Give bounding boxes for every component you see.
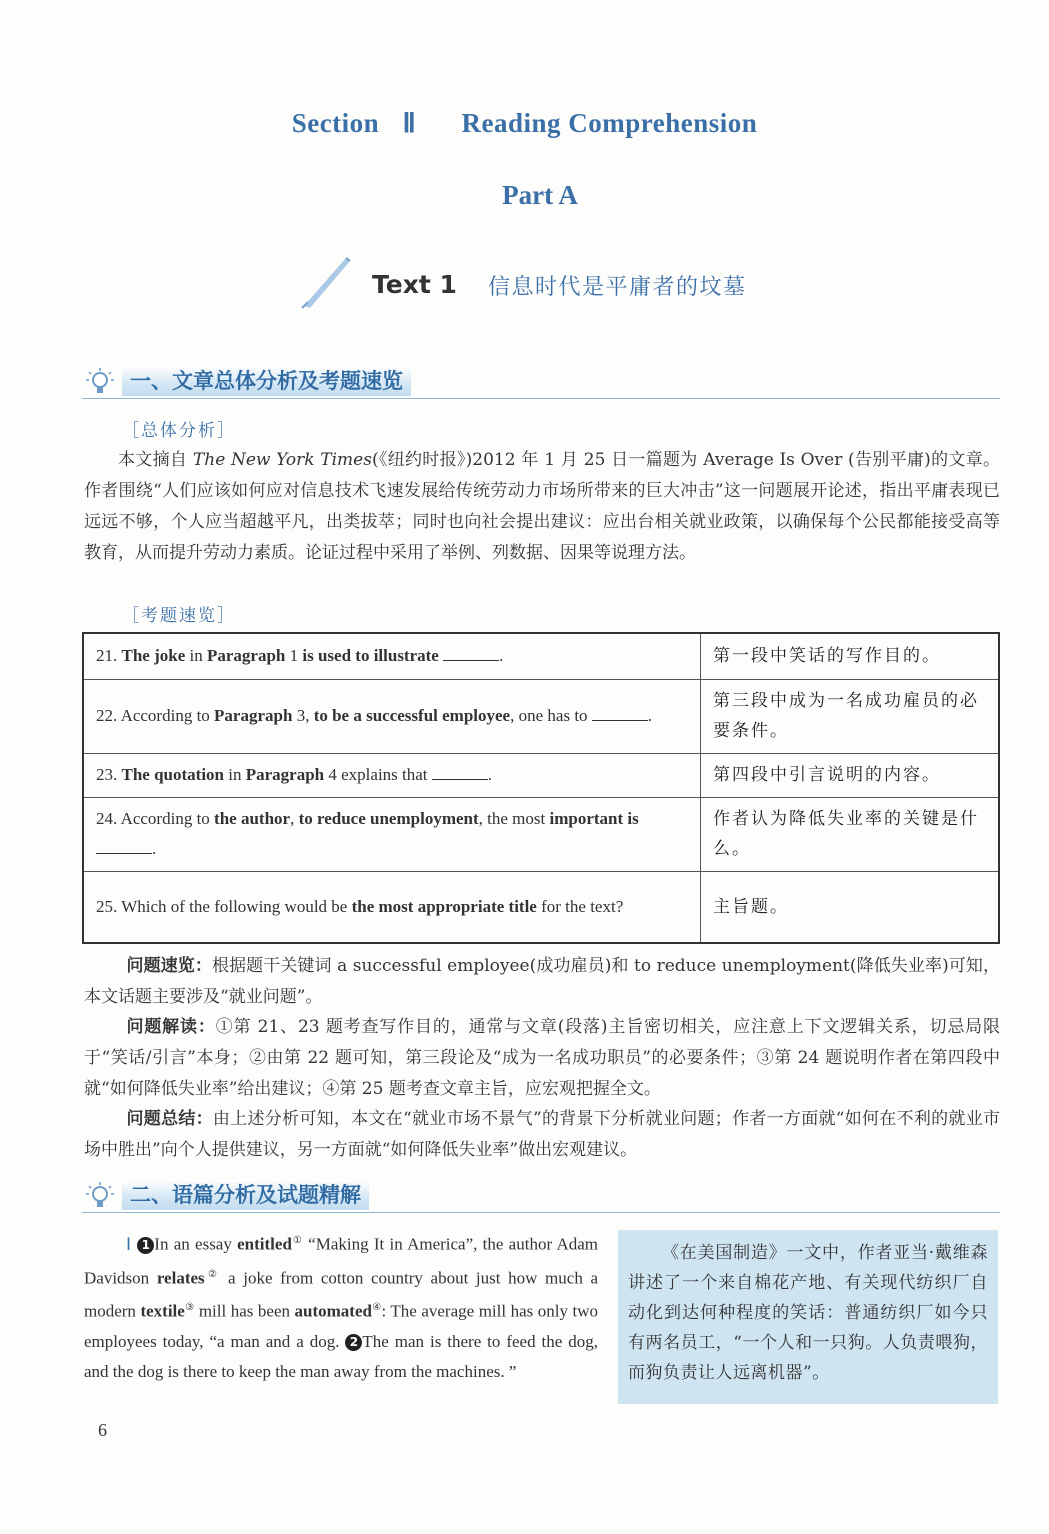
question-cell: 22. According to Paragraph 3, to be a successful employee, one has to . — [83, 679, 701, 753]
text-title: 信息时代是平庸者的坟墓 — [488, 275, 747, 300]
answer-blank — [443, 646, 499, 661]
overall-p2: (《纽约时报》)2012 年 1 月 25 日一篇题为 Average Is Over (告别平庸)的文章。作者围绕“人们应该如何应对信息技术飞速发展给传统劳动力市场所带来的巨大冲击”这一问题展开论述，指出平庸表现已远远不够，个人应当超越平凡，出类拔萃；同时也向社会提出建议：应出台相关就业政策，以确保每个公民都能接受高等教育，从而提升劳动力素质。论证过程中采用了举例、列数据、因果等说理方法。 — [84, 450, 1000, 563]
answer-cell: 作者认为降低失业率的关键是什么。 — [701, 797, 1000, 871]
sentence-marker: 1 — [137, 1237, 154, 1254]
overall-analysis-label: ［总体分析］ — [122, 421, 236, 441]
table-row — [83, 797, 999, 871]
table-row — [83, 633, 999, 679]
question-cell: 23. The quotation in Paragraph 4 explains that . — [83, 753, 701, 797]
answer-blank — [432, 765, 488, 780]
answer-cell: 第三段中成为一名成功雇员的必要条件。 — [701, 679, 1000, 753]
lightbulb-icon — [84, 366, 116, 398]
source-title: The New York Times — [192, 450, 372, 470]
text-label: Text 1 — [372, 270, 457, 299]
sentence-marker: 2 — [345, 1334, 362, 1351]
note-question-summary: 问题总结：由上述分析可知，本文在“就业市场不景气”的背景下分析就业问题；作者一方面就“如何在不利的就业市场中胜出”向个人提供建议，另一方面就“如何降低失业率”做出宏观建议。 — [84, 1109, 1001, 1160]
answer-cell: 主旨题。 — [701, 871, 1000, 943]
question-cell: 24. According to the author, to reduce unemployment, the most important is . — [83, 797, 701, 871]
question-table — [82, 632, 1000, 944]
vocab-word: entitled — [237, 1234, 292, 1254]
question-preview-label: ［考题速览］ — [122, 606, 236, 626]
note-question-preview: 问题速览：根据题干关键词 a successful employee(成功雇员)和 to reduce unemployment(降低失业率)可知，本文话题主要涉及“就业问题”。 — [84, 956, 1000, 1007]
note-question-interpretation: 问题解读：①第 21、23 题考查写作目的，通常与文章(段落)主旨密切相关，应注意上下文逻辑关系，切忌局限于“笑话/引言”本身；②由第 22 题可知，第三段论及“成为一名成功职员”的必要条件；③第 24 题说明作者在第四段中就“如何降低失业率”给出建议；④第 25 题考查文章主旨，应宏观把握全文。 — [84, 1017, 1000, 1099]
page-number: 6 — [98, 1420, 107, 1440]
english-passage: Ⅰ 1 In an essay entitled① “Making It in America”, the author Adam Davidson relates② a joke from cotton country about just how much a modern textile③ mill has been automated④: The average mill has only two employees today, “a man and a dog. 2 The man is there to feed the dog, and the dog is there to keep the man away from the machines. ” — [84, 1234, 599, 1381]
table-row — [83, 753, 999, 797]
heading-2-text: 二、语篇分析及试题精解 — [122, 1180, 369, 1210]
table-row — [83, 679, 999, 753]
overall-analysis-paragraph — [84, 445, 1000, 569]
part-title: Part A — [502, 180, 578, 210]
section-heading-1 — [82, 364, 1000, 399]
translation-box: 《在美国制造》一文中，作者亚当·戴维森讲述了一个来自棉花产地、有关现代纺织厂自动化到达何种程度的笑话：普通纺织厂如今只有两名员工，“一个人和一只狗。人负责喂狗，而狗负责让人远离机器”。 — [618, 1230, 998, 1404]
paragraph-number: Ⅰ — [126, 1234, 133, 1254]
section-label: Section — [291, 108, 380, 138]
vocab-word: relates — [156, 1268, 205, 1288]
vocab-word: textile — [140, 1301, 185, 1321]
table-row — [83, 871, 999, 943]
section-heading-2 — [82, 1178, 1000, 1213]
answer-blank — [96, 839, 152, 854]
heading-1-text: 一、文章总体分析及考题速览 — [122, 366, 411, 396]
lightbulb-icon — [84, 1180, 116, 1212]
section-name: Reading Comprehension — [461, 108, 758, 138]
vocab-word: automated — [294, 1301, 372, 1321]
overall-p1: 本文摘自 — [118, 450, 188, 470]
answer-cell: 第一段中笑话的写作目的。 — [701, 633, 1000, 679]
question-cell: 21. The joke in Paragraph 1 is used to illustrate . — [83, 633, 701, 679]
answer-blank — [592, 706, 648, 721]
section-title — [0, 108, 1049, 139]
question-cell: 25. Which of the following would be the most appropriate title for the text? — [83, 871, 701, 943]
pen-icon — [296, 252, 356, 312]
answer-cell: 第四段中引言说明的内容。 — [701, 753, 1000, 797]
section-number: Ⅱ — [402, 108, 417, 138]
